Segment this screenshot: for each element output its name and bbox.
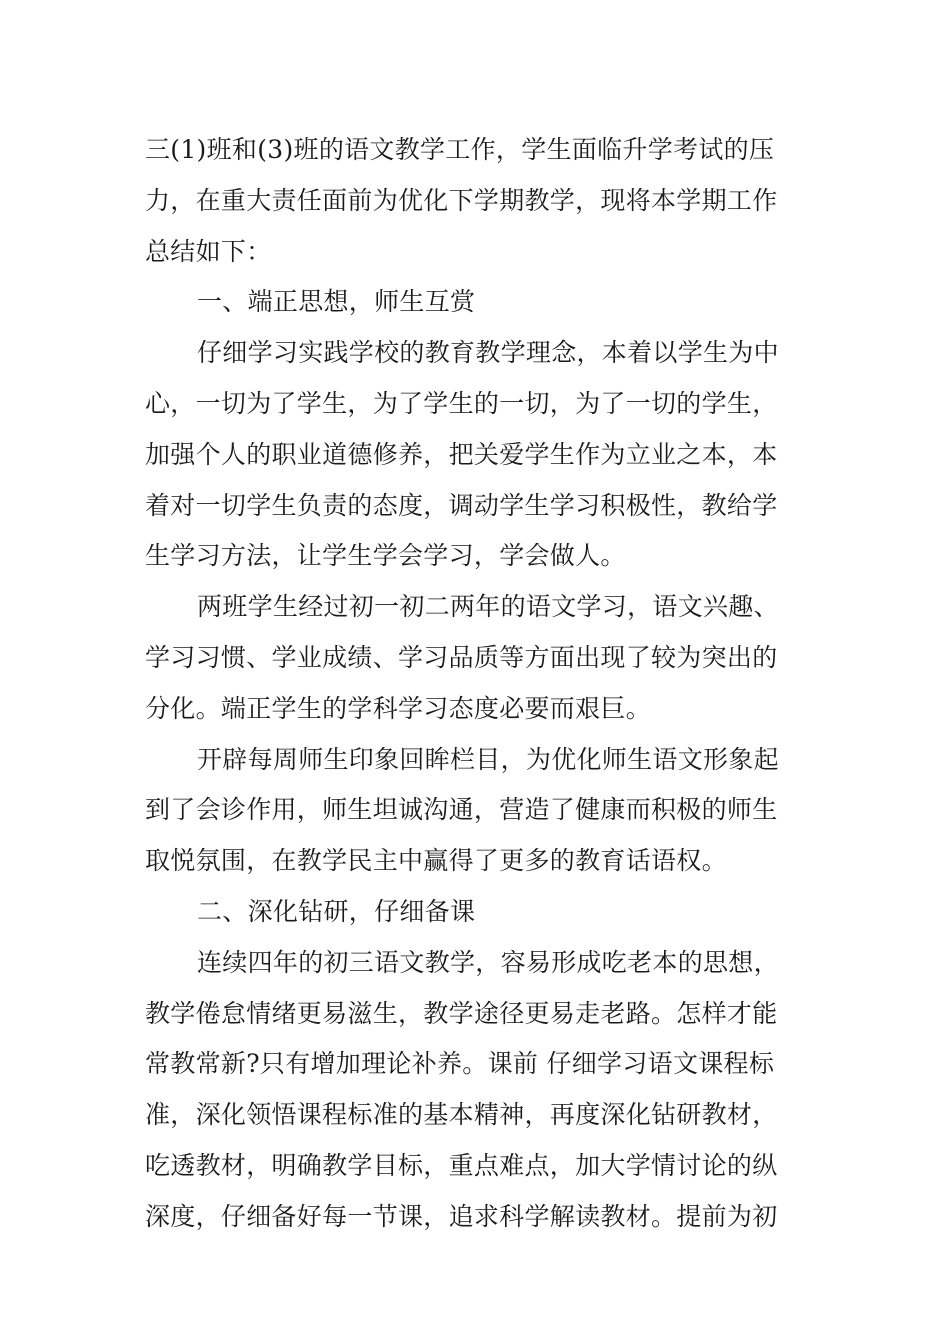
text-line: 连续四年的初三语文教学，容易形成吃老本的思想， xyxy=(197,947,779,977)
text-line: 总结如下： xyxy=(145,236,272,266)
text-line: 取悦氛围，在教学民主中赢得了更多的教育话语权。 xyxy=(145,846,727,876)
text-line: 教学倦怠情绪更易滋生，教学途径更易走老路。怎样才能 xyxy=(145,998,778,1028)
text-line: 学习习惯、学业成绩、学习品质等方面出现了较为突出的 xyxy=(145,642,778,672)
text-line: 二、深化钻研，仔细备课 xyxy=(197,896,476,926)
text-line: 加强个人的职业道德修养，把关爱学生作为立业之本，本 xyxy=(145,439,778,469)
text-line: 心，一切为了学生，为了学生的一切，为了一切的学生， xyxy=(145,388,778,418)
text-line: 分化。端正学生的学科学习态度必要而艰巨。 xyxy=(145,693,652,723)
text-line: 准，深化领悟课程标准的基本精神，再度深化钻研教材， xyxy=(145,1100,778,1130)
text-line: 仔细学习实践学校的教育教学理念，本着以学生为中 xyxy=(197,338,779,368)
text-line: 力，在重大责任面前为优化下学期教学，现将本学期工作 xyxy=(145,185,778,215)
text-line: 一、端正思想，师生互赏 xyxy=(197,287,476,317)
text-line: 三(1)班和(3)班的语文教学工作，学生面临升学考试的压 xyxy=(145,135,775,164)
text-line: 开辟每周师生印象回眸栏目，为优化师生语文形象起 xyxy=(197,744,779,774)
text-line: 生学习方法，让学生学会学习，学会做人。 xyxy=(145,541,626,571)
text-line: 两班学生经过初一初二两年的语文学习，语文兴趣、 xyxy=(197,592,779,622)
text-line: 常教常新?只有增加理论补养。课前 仔细学习语文课程标 xyxy=(145,1049,775,1079)
text-line: 到了会诊作用，师生坦诚沟通，营造了健康而积极的师生 xyxy=(145,795,778,825)
body-text xyxy=(145,125,815,1243)
text-line: 深度，仔细备好每一节课，追求科学解读教材。提前为初 xyxy=(145,1201,778,1231)
text-line: 吃透教材，明确教学目标，重点难点，加大学情讨论的纵 xyxy=(145,1150,778,1180)
text-line: 着对一切学生负责的态度，调动学生学习积极性，教给学 xyxy=(145,490,778,520)
